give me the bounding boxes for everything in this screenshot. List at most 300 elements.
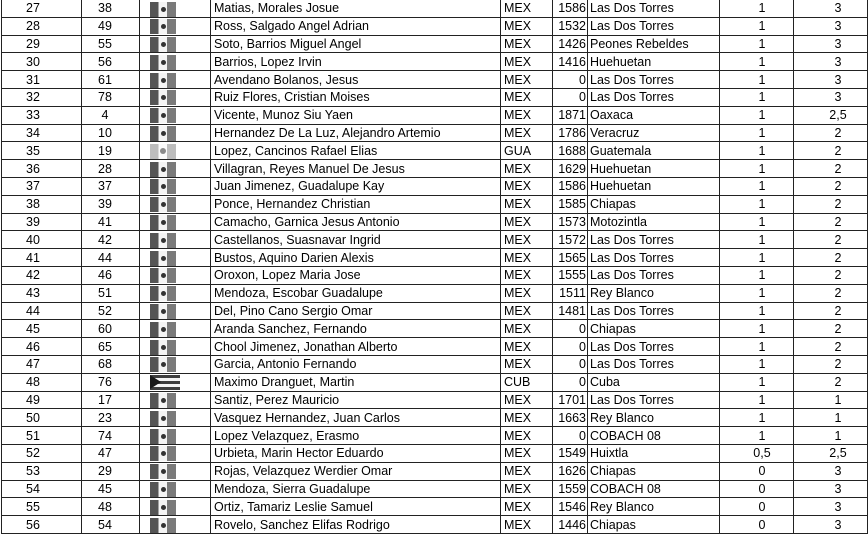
rank-cell: 55 [2,498,82,516]
flag-cell [140,71,211,89]
table-row [2,0,868,17]
mexico-flag-icon [150,322,176,337]
table-row [2,177,868,195]
club-cell: Las Dos Torres [588,231,720,249]
flag-cell [140,284,211,302]
flag-cell [140,0,211,17]
mexico-flag-icon [150,518,176,533]
points-cell: 1 [720,71,794,89]
points-cell: 1 [720,213,794,231]
points-cell: 1 [720,160,794,178]
flag-cell [140,444,211,462]
federation-cell: MEX [501,355,553,373]
flag-cell [140,35,211,53]
result-cell: 1 [794,391,868,409]
points-cell: 1 [720,320,794,338]
flag-cell [140,427,211,445]
club-cell: Las Dos Torres [588,249,720,267]
club-cell: Huehuetan [588,177,720,195]
result-cell: 1 [794,427,868,445]
start-number-cell: 49 [82,17,140,35]
rank-cell: 38 [2,195,82,213]
standings-body [2,0,868,533]
player-name-cell: Maximo Dranguet, Martin [211,373,501,391]
table-row [2,231,868,249]
club-cell: Huixtla [588,444,720,462]
rating-cell: 1586 [553,0,588,17]
club-cell: Las Dos Torres [588,88,720,106]
points-cell: 1 [720,284,794,302]
rating-cell: 0 [553,320,588,338]
table-row [2,53,868,71]
result-cell: 2 [794,249,868,267]
table-row [2,302,868,320]
rank-cell: 40 [2,231,82,249]
player-name-cell: Hernandez De La Luz, Alejandro Artemio [211,124,501,142]
flag-cell [140,320,211,338]
club-cell: Cuba [588,373,720,391]
start-number-cell: 28 [82,160,140,178]
mexico-flag-icon [150,233,176,248]
start-number-cell: 51 [82,284,140,302]
mexico-flag-icon [150,2,176,17]
rank-cell: 54 [2,480,82,498]
player-name-cell: Rovelo, Sanchez Elifas Rodrigo [211,516,501,534]
start-number-cell: 52 [82,302,140,320]
rating-cell: 1416 [553,53,588,71]
mexico-flag-icon [150,108,176,123]
federation-cell: MEX [501,106,553,124]
points-cell: 1 [720,0,794,17]
table-row [2,213,868,231]
points-cell: 0 [720,498,794,516]
mexico-flag-icon [150,215,176,230]
mexico-flag-icon [150,464,176,479]
rating-cell: 1573 [553,213,588,231]
result-cell: 2 [794,160,868,178]
result-cell: 3 [794,498,868,516]
points-cell: 1 [720,427,794,445]
federation-cell: GUA [501,142,553,160]
club-cell: Huehuetan [588,160,720,178]
table-row [2,195,868,213]
flag-cell [140,409,211,427]
rating-cell: 1871 [553,106,588,124]
rank-cell: 42 [2,266,82,284]
flag-cell [140,462,211,480]
table-row [2,35,868,53]
player-name-cell: Chool Jimenez, Jonathan Alberto [211,338,501,356]
start-number-cell: 61 [82,71,140,89]
start-number-cell: 74 [82,427,140,445]
result-cell: 2,5 [794,444,868,462]
start-number-cell: 48 [82,498,140,516]
points-cell: 1 [720,266,794,284]
mexico-flag-icon [150,197,176,212]
result-cell: 2 [794,177,868,195]
club-cell: Veracruz [588,124,720,142]
start-number-cell: 10 [82,124,140,142]
mexico-flag-icon [150,500,176,515]
start-number-cell: 39 [82,195,140,213]
table-row [2,462,868,480]
points-cell: 1 [720,17,794,35]
federation-cell: CUB [501,373,553,391]
flag-cell [140,177,211,195]
table-row [2,498,868,516]
table-row [2,373,868,391]
player-name-cell: Juan Jimenez, Guadalupe Kay [211,177,501,195]
rank-cell: 30 [2,53,82,71]
result-cell: 2 [794,124,868,142]
rank-cell: 43 [2,284,82,302]
result-cell: 3 [794,71,868,89]
mexico-flag-icon [150,73,176,88]
mexico-flag-icon [150,37,176,52]
start-number-cell: 54 [82,516,140,534]
club-cell: Las Dos Torres [588,0,720,17]
start-number-cell: 42 [82,231,140,249]
rank-cell: 53 [2,462,82,480]
mexico-flag-icon [150,179,176,194]
table-row [2,320,868,338]
club-cell: Chiapas [588,462,720,480]
flag-cell [140,195,211,213]
start-number-cell: 38 [82,0,140,17]
start-number-cell: 60 [82,320,140,338]
cuba-flag-icon [150,375,180,390]
rank-cell: 51 [2,427,82,445]
flag-cell [140,53,211,71]
federation-cell: MEX [501,302,553,320]
mexico-flag-icon [150,268,176,283]
result-cell: 2 [794,302,868,320]
flag-cell [140,106,211,124]
player-name-cell: Barrios, Lopez Irvin [211,53,501,71]
player-name-cell: Soto, Barrios Miguel Angel [211,35,501,53]
flag-cell [140,266,211,284]
table-row [2,142,868,160]
federation-cell: MEX [501,124,553,142]
mexico-flag-icon [150,340,176,355]
mexico-flag-icon [150,286,176,301]
club-cell: Las Dos Torres [588,17,720,35]
player-name-cell: Matias, Morales Josue [211,0,501,17]
player-name-cell: Mendoza, Escobar Guadalupe [211,284,501,302]
rating-cell: 1546 [553,498,588,516]
mexico-flag-icon [150,393,176,408]
result-cell: 2 [794,373,868,391]
table-row [2,124,868,142]
rating-cell: 1446 [553,516,588,534]
federation-cell: MEX [501,71,553,89]
player-name-cell: Ortiz, Tamariz Leslie Samuel [211,498,501,516]
federation-cell: MEX [501,427,553,445]
table-row [2,480,868,498]
start-number-cell: 44 [82,249,140,267]
club-cell: Las Dos Torres [588,355,720,373]
club-cell: Rey Blanco [588,284,720,302]
table-row [2,17,868,35]
rating-cell: 1559 [553,480,588,498]
federation-cell: MEX [501,409,553,427]
federation-cell: MEX [501,516,553,534]
mexico-flag-icon [150,429,176,444]
player-name-cell: Avendano Bolanos, Jesus [211,71,501,89]
table-row [2,160,868,178]
mexico-flag-icon [150,482,176,497]
start-number-cell: 47 [82,444,140,462]
federation-cell: MEX [501,231,553,249]
player-name-cell: Vicente, Munoz Siu Yaen [211,106,501,124]
mexico-flag-icon [150,90,176,105]
result-cell: 2,5 [794,106,868,124]
result-cell: 2 [794,338,868,356]
result-cell: 3 [794,53,868,71]
rating-cell: 1481 [553,302,588,320]
rating-cell: 1549 [553,444,588,462]
flag-cell [140,355,211,373]
rating-cell: 0 [553,71,588,89]
club-cell: Chiapas [588,195,720,213]
federation-cell: MEX [501,177,553,195]
points-cell: 1 [720,124,794,142]
player-name-cell: Oroxon, Lopez Maria Jose [211,266,501,284]
table-row [2,284,868,302]
points-cell: 1 [720,338,794,356]
start-number-cell: 29 [82,462,140,480]
rank-cell: 52 [2,444,82,462]
result-cell: 2 [794,355,868,373]
points-cell: 0 [720,462,794,480]
federation-cell: MEX [501,0,553,17]
club-cell: Huehuetan [588,53,720,71]
rating-cell: 1629 [553,160,588,178]
mexico-flag-icon [150,162,176,177]
federation-cell: MEX [501,213,553,231]
player-name-cell: Villagran, Reyes Manuel De Jesus [211,160,501,178]
flag-cell [140,249,211,267]
mexico-flag-icon [150,357,176,372]
points-cell: 1 [720,409,794,427]
rating-cell: 1572 [553,231,588,249]
player-name-cell: Camacho, Garnica Jesus Antonio [211,213,501,231]
table-row [2,391,868,409]
federation-cell: MEX [501,249,553,267]
club-cell: COBACH 08 [588,427,720,445]
result-cell: 2 [794,231,868,249]
rank-cell: 28 [2,17,82,35]
rank-cell: 50 [2,409,82,427]
rank-cell: 47 [2,355,82,373]
player-name-cell: Vasquez Hernandez, Juan Carlos [211,409,501,427]
federation-cell: MEX [501,266,553,284]
points-cell: 1 [720,391,794,409]
table-row [2,338,868,356]
rating-cell: 0 [553,338,588,356]
flag-cell [140,373,211,391]
flag-cell [140,213,211,231]
rating-cell: 0 [553,427,588,445]
rating-cell: 1511 [553,284,588,302]
result-cell: 2 [794,320,868,338]
rating-cell: 0 [553,355,588,373]
rating-cell: 1701 [553,391,588,409]
club-cell: Las Dos Torres [588,391,720,409]
federation-cell: MEX [501,195,553,213]
table-row [2,409,868,427]
rank-cell: 32 [2,88,82,106]
federation-cell: MEX [501,284,553,302]
player-name-cell: Rojas, Velazquez Werdier Omar [211,462,501,480]
mexico-flag-icon [150,411,176,426]
table-row [2,516,868,534]
table-row [2,444,868,462]
result-cell: 3 [794,462,868,480]
result-cell: 2 [794,284,868,302]
rank-cell: 33 [2,106,82,124]
rank-cell: 36 [2,160,82,178]
mexico-flag-icon [150,251,176,266]
club-cell: Las Dos Torres [588,302,720,320]
flag-cell [140,516,211,534]
club-cell: Motozintla [588,213,720,231]
start-number-cell: 56 [82,53,140,71]
points-cell: 1 [720,302,794,320]
flag-cell [140,302,211,320]
flag-cell [140,498,211,516]
player-name-cell: Del, Pino Cano Sergio Omar [211,302,501,320]
federation-cell: MEX [501,160,553,178]
federation-cell: MEX [501,498,553,516]
flag-cell [140,338,211,356]
result-cell: 2 [794,195,868,213]
points-cell: 1 [720,373,794,391]
federation-cell: MEX [501,338,553,356]
rating-cell: 1586 [553,177,588,195]
player-name-cell: Santiz, Perez Mauricio [211,391,501,409]
result-cell: 3 [794,88,868,106]
result-cell: 2 [794,213,868,231]
points-cell: 0,5 [720,444,794,462]
club-cell: Las Dos Torres [588,266,720,284]
start-number-cell: 78 [82,88,140,106]
flag-cell [140,231,211,249]
start-number-cell: 46 [82,266,140,284]
rating-cell: 1786 [553,124,588,142]
rank-cell: 48 [2,373,82,391]
start-number-cell: 17 [82,391,140,409]
points-cell: 1 [720,88,794,106]
flag-cell [140,480,211,498]
flag-cell [140,88,211,106]
player-name-cell: Urbieta, Marin Hector Eduardo [211,444,501,462]
flag-cell [140,391,211,409]
club-cell: Rey Blanco [588,409,720,427]
club-cell: Las Dos Torres [588,338,720,356]
flag-cell [140,142,211,160]
result-cell: 3 [794,0,868,17]
player-name-cell: Ruiz Flores, Cristian Moises [211,88,501,106]
standings-table [1,0,868,534]
mexico-flag-icon [150,446,176,461]
player-name-cell: Aranda Sanchez, Fernando [211,320,501,338]
table-row [2,88,868,106]
rank-cell: 31 [2,71,82,89]
points-cell: 1 [720,35,794,53]
player-name-cell: Bustos, Aquino Darien Alexis [211,249,501,267]
mexico-flag-icon [150,126,176,141]
table-row [2,249,868,267]
start-number-cell: 68 [82,355,140,373]
guatemala-flag-icon [150,144,176,159]
federation-cell: MEX [501,480,553,498]
rating-cell: 1626 [553,462,588,480]
player-name-cell: Garcia, Antonio Fernando [211,355,501,373]
points-cell: 1 [720,106,794,124]
start-number-cell: 37 [82,177,140,195]
mexico-flag-icon [150,55,176,70]
table-row [2,71,868,89]
result-cell: 2 [794,266,868,284]
rating-cell: 0 [553,373,588,391]
rank-cell: 39 [2,213,82,231]
federation-cell: MEX [501,320,553,338]
player-name-cell: Lopez Velazquez, Erasmo [211,427,501,445]
start-number-cell: 4 [82,106,140,124]
federation-cell: MEX [501,88,553,106]
result-cell: 2 [794,142,868,160]
federation-cell: MEX [501,462,553,480]
start-number-cell: 65 [82,338,140,356]
player-name-cell: Lopez, Cancinos Rafael Elias [211,142,501,160]
table-row [2,106,868,124]
club-cell: Rey Blanco [588,498,720,516]
points-cell: 1 [720,177,794,195]
rating-cell: 1426 [553,35,588,53]
club-cell: Chiapas [588,516,720,534]
club-cell: COBACH 08 [588,480,720,498]
mexico-flag-icon [150,19,176,34]
rank-cell: 27 [2,0,82,17]
rank-cell: 56 [2,516,82,534]
club-cell: Peones Rebeldes [588,35,720,53]
rank-cell: 49 [2,391,82,409]
points-cell: 1 [720,355,794,373]
start-number-cell: 41 [82,213,140,231]
rank-cell: 46 [2,338,82,356]
federation-cell: MEX [501,17,553,35]
federation-cell: MEX [501,444,553,462]
player-name-cell: Ross, Salgado Angel Adrian [211,17,501,35]
start-number-cell: 76 [82,373,140,391]
club-cell: Las Dos Torres [588,71,720,89]
rating-cell: 1688 [553,142,588,160]
table-row [2,427,868,445]
rating-cell: 1532 [553,17,588,35]
table-row [2,355,868,373]
rank-cell: 34 [2,124,82,142]
points-cell: 1 [720,231,794,249]
start-number-cell: 55 [82,35,140,53]
mexico-flag-icon [150,304,176,319]
club-cell: Oaxaca [588,106,720,124]
rating-cell: 0 [553,88,588,106]
rating-cell: 1585 [553,195,588,213]
result-cell: 3 [794,480,868,498]
points-cell: 1 [720,142,794,160]
points-cell: 1 [720,249,794,267]
